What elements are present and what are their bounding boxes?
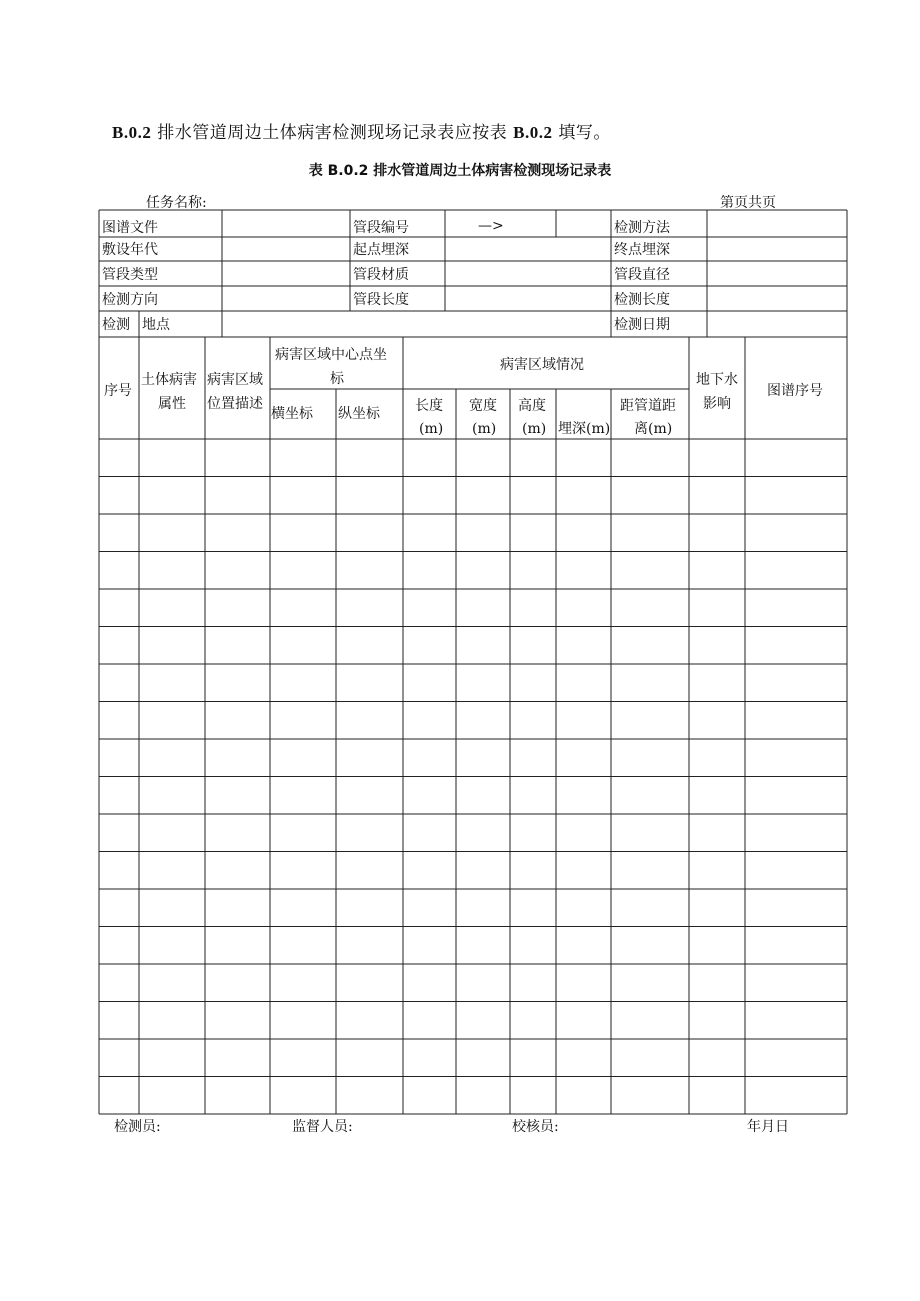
label-start-depth: 起点埋深 <box>353 242 409 258</box>
page-number-label: 第页共页 <box>720 195 776 211</box>
header-position-2: 位置描述 <box>207 396 263 412</box>
intro-code-2: B.0.2 <box>513 123 553 142</box>
label-laying-year: 敷设年代 <box>102 242 158 258</box>
header-depth: 埋深(m) <box>558 421 611 437</box>
header-width: 宽度 <box>469 398 497 414</box>
intro-text-2: 填写。 <box>558 123 611 143</box>
checker-label: 校核员: <box>512 1119 559 1135</box>
label-pipe-diameter: 管段直径 <box>614 267 670 283</box>
inspector-label: 检测员: <box>114 1119 161 1135</box>
header-width-unit: (m) <box>472 421 497 437</box>
task-name-label: 任务名称: <box>146 195 207 211</box>
label-inspection-length: 检测长度 <box>614 292 670 308</box>
header-spectrum-serial: 图谱序号 <box>767 383 823 399</box>
table-caption: 表 B.0.2 排水管道周边土体病害检测现场记录表 <box>308 163 612 179</box>
header-x-coord: 横坐标 <box>271 406 313 422</box>
label-inspection-date: 检测日期 <box>614 317 670 333</box>
header-center-coord-2: 标 <box>330 371 344 387</box>
label-pipe-material: 管段材质 <box>353 267 409 283</box>
label-end-depth: 终点埋深 <box>614 242 670 258</box>
label-inspection-direction: 检测方向 <box>102 292 158 308</box>
header-center-coord-1: 病害区域中心点坐 <box>275 347 387 363</box>
header-area-status: 病害区域情况 <box>500 357 584 373</box>
header-height-unit: (m) <box>522 421 547 437</box>
label-pipe-number: 管段编号 <box>353 220 409 236</box>
header-length-unit: (m) <box>419 421 444 437</box>
header-distance-2: 离(m) <box>634 421 673 437</box>
pipe-direction-arrow: —> <box>478 218 504 234</box>
header-serial: 序号 <box>104 383 132 399</box>
intro-code-1: B.0.2 <box>112 123 152 142</box>
header-soil-attr-1: 土体病害 <box>141 372 197 388</box>
header-length: 长度 <box>415 398 443 414</box>
header-position-1: 病害区域 <box>207 372 263 388</box>
label-location: 地点 <box>142 317 170 333</box>
label-tupu-file: 图谱文件 <box>102 220 158 236</box>
label-pipe-length: 管段长度 <box>353 292 409 308</box>
intro-text-1: 排水管道周边土体病害检测现场记录表应按表 <box>157 123 508 143</box>
label-pipe-type: 管段类型 <box>102 267 158 283</box>
supervisor-label: 监督人员: <box>292 1119 353 1135</box>
date-label: 年月日 <box>747 1119 789 1135</box>
label-inspection-method: 检测方法 <box>614 220 670 236</box>
header-height: 高度 <box>518 398 546 414</box>
header-distance-1: 距管道距 <box>620 398 676 414</box>
header-groundwater-2: 影响 <box>703 396 731 412</box>
grid-lines <box>99 210 847 1114</box>
label-inspection: 检测 <box>102 317 130 333</box>
header-soil-attr-2: 属性 <box>158 396 186 412</box>
header-y-coord: 纵坐标 <box>338 406 380 422</box>
header-groundwater-1: 地下水 <box>696 372 738 388</box>
